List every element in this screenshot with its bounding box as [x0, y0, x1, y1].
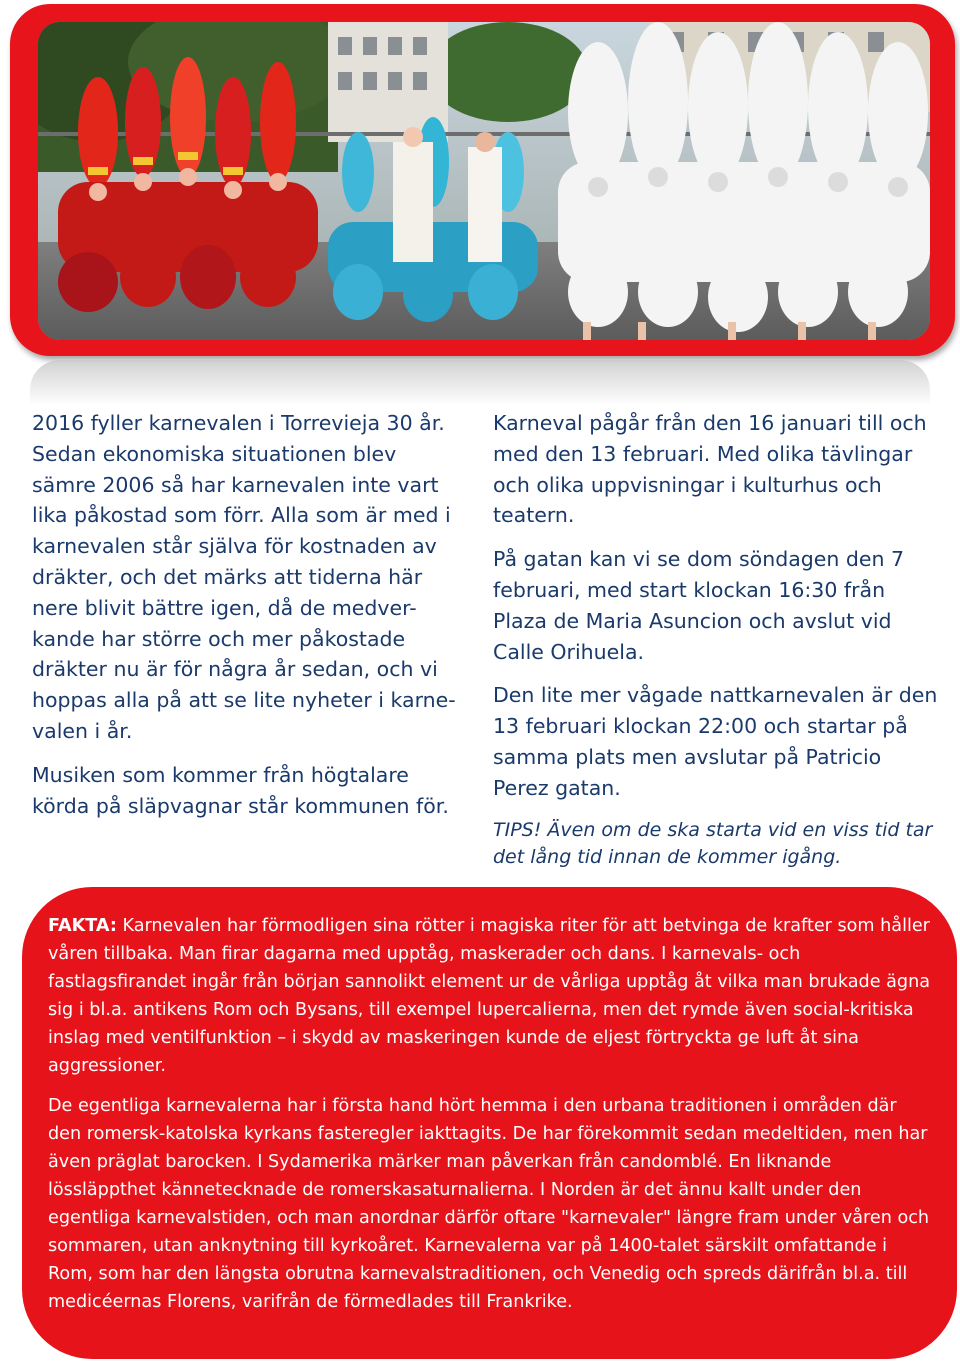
right-column: [493, 408, 938, 872]
fakta-label: FAKTA:: [48, 916, 117, 936]
fakta-text: [48, 913, 933, 1317]
text-line: lika påkostad som förr. Alla som är med i: [32, 503, 451, 528]
text-line: nere blivit bättre igen, då de medver-: [32, 595, 417, 620]
intro-paragraph: [32, 408, 462, 747]
text-line: dräkter nu är för några år sedan, och vi: [32, 657, 438, 682]
fakta-paragraph-1: [48, 913, 933, 1080]
left-column: [32, 408, 462, 821]
music-paragraph: [32, 760, 462, 822]
fakta-paragraph-1-text: Karnevalen har förmodligen sina rötter i magiska riter för att betvinga de krafter som håller våren tillbaka. Man firar dagarna med upptåg, maskerader och dans. I karnevals- och fastlagsfirandet ingår från början sannolikt element ur de vårliga upptåg åt vilka man brukade ägna sig i bl.a. antikens Rom och Bysans, till exempel lupercalierna, men det rymde även social-kritiska inslag med ventilfunktion – i skydd av maskeringen kunde de eljest förtryckta ge luft åt sina aggressioner.: [48, 916, 931, 1076]
fakta-paragraph-2: De egentliga karnevalerna har i första hand hört hemma i den urbana traditionen i områden där den romersk-katolska kyrkans fasteregler iakttagits. De har förekommit sedan medeltiden, men har även präglat barocken. I Sydamerika märker man påverkan från candomblé. En liknande lössläppthet kännetecknade de romerskasaturnalierna. I Norden är det ännu kallt under den egentliga karnevalstiden, och man anordnar därför oftare "karnevaler" längre fram under våren och sommaren, utan anknytning till kyrkoåret. Karnevalerna var på 1400-talet särskilt omfattande i Rom, som har den längsta obrutna karnevalstraditionen, och Venedig och spreds därifrån bl.a. till medicéernas Florens, varifrån de förmedlades till Frankrike.: [48, 1096, 930, 1312]
text-line: körda på släpvagnar står kommunen för.: [32, 793, 449, 818]
text-line: Musiken som kommer från högtalare: [32, 762, 409, 787]
text-line: Sedan ekonomiska situationen blev: [32, 441, 397, 466]
section-divider-bar: [30, 360, 930, 406]
night-carnival-paragraph: Den lite mer vågade nattkarnevalen är den 13 februari klockan 22:00 och startar på samma plats men avslutar på Patricio Perez gatan.: [493, 683, 938, 800]
text-line: karnevalen står själva för kostnaden av: [32, 534, 437, 559]
text-line: sämre 2006 så har karnevalen inte vart: [32, 472, 439, 497]
text-line: valen i år.: [32, 718, 133, 743]
carnival-dancers-photo-icon: [38, 22, 930, 340]
text-line: kande har större och mer påkostade: [32, 626, 406, 651]
photo-frame: [10, 4, 955, 356]
text-line: 2016 fyller karnevalen i Torrevieja 30 år.: [32, 411, 445, 435]
text-line: hoppas alla på att se lite nyheter i karne-: [32, 688, 456, 713]
schedule-paragraph: Karneval pågår från den 16 januari till och med den 13 februari. Med olika tävlingar och olika uppvisningar i kulturhus och teatern.: [493, 411, 927, 528]
parade-paragraph: På gatan kan vi se dom söndagen den 7 februari, med start klockan 16:30 från Plaza de Maria Asuncion och avslut vid Calle Orihuela.: [493, 547, 905, 664]
text-line: dräkter, och det märks att tiderna här: [32, 564, 423, 589]
tips-paragraph: TIPS! Även om de ska starta vid en viss tid tar det lång tid innan de kommer igång.: [493, 818, 933, 869]
